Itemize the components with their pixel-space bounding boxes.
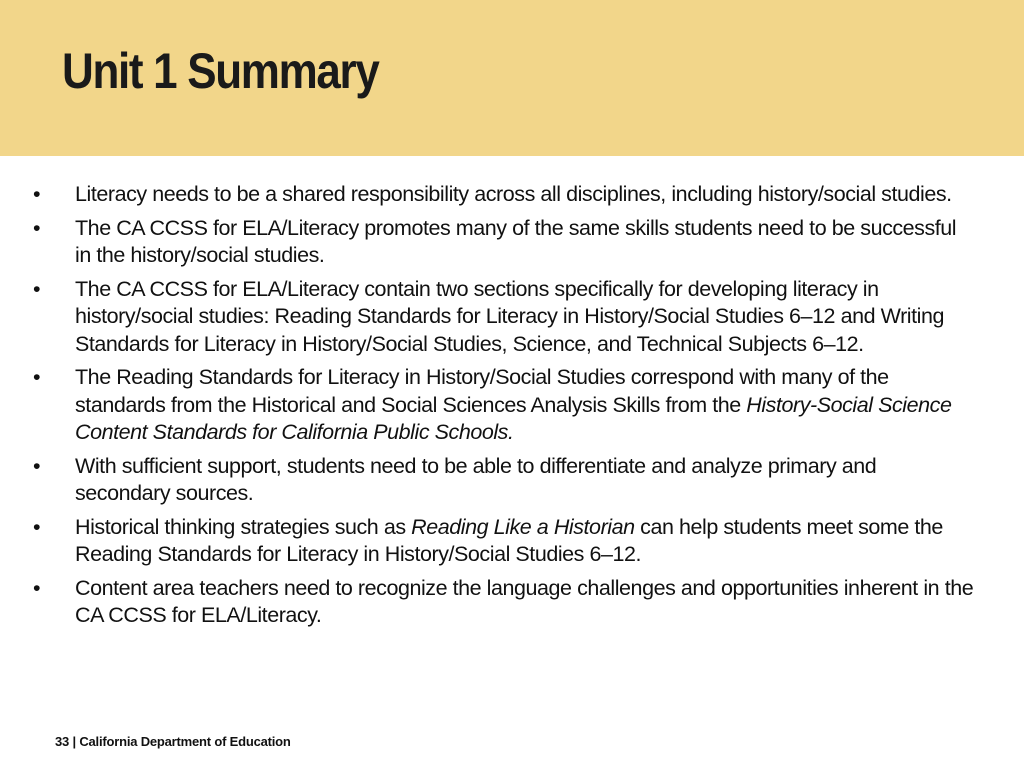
bullet-item: [33, 276, 993, 359]
bullet-text-plain: can help students meet some the Reading Standards for Literacy in History/Social Studies 6–12.: [75, 514, 943, 566]
bullet-icon: •: [33, 453, 41, 478]
bullet-text: The CA CCSS for ELA/Literacy promotes many of the same skills students need to be successful in the history/social studies.: [75, 215, 957, 267]
bullet-item: [33, 215, 993, 270]
bullet-item: [33, 575, 993, 630]
bullet-icon: •: [33, 514, 41, 539]
bullet-text-plain: Historical thinking strategies such as: [75, 514, 412, 539]
bullet-text-italic: History-Social Science Content Standards for California Public Schools.: [75, 392, 952, 444]
footer-separator: |: [69, 734, 80, 749]
bullet-text: With sufficient support, students need to be able to differentiate and analyze primary and secondary sources.: [75, 453, 877, 505]
bullet-list: [33, 181, 993, 636]
footer-organization: California Department of Education: [79, 734, 291, 749]
page-number: 33: [55, 734, 70, 749]
bullet-text-plain: The Reading Standards for Literacy in History/Social Studies correspond with many of the standards from the Historical and Social Sciences Analysis Skills from the: [75, 365, 889, 417]
footer: [55, 734, 291, 749]
bullet-item: [33, 453, 993, 508]
bullet-text-italic: Reading Like a Historian: [411, 514, 635, 539]
bullet-text: [75, 364, 975, 447]
bullet-icon: •: [33, 575, 41, 600]
bullet-icon: •: [33, 365, 41, 389]
bullet-text: The CA CCSS for ELA/Literacy contain two sections specifically for developing literacy in history/social studies: Reading Standards for Literacy in History/Social Studies 6–12 and Writing Standards for Literacy in History/Social Studies, Science, and Technical Subjects 6–12.: [75, 276, 944, 356]
bullet-item: [33, 181, 993, 209]
bullet-icon: •: [33, 182, 41, 206]
bullet-item: [33, 364, 993, 447]
bullet-icon: •: [33, 215, 41, 240]
bullet-text: Literacy needs to be a shared responsibility across all disciplines, including history/social studies.: [75, 182, 952, 206]
bullet-icon: •: [33, 276, 41, 301]
bullet-text: [75, 514, 975, 569]
slide-title: Unit 1 Summary: [62, 43, 379, 99]
bullet-text: Content area teachers need to recognize the language challenges and opportunities inherent in the CA CCSS for ELA/Literacy.: [75, 575, 974, 627]
bullet-item: [33, 514, 993, 569]
